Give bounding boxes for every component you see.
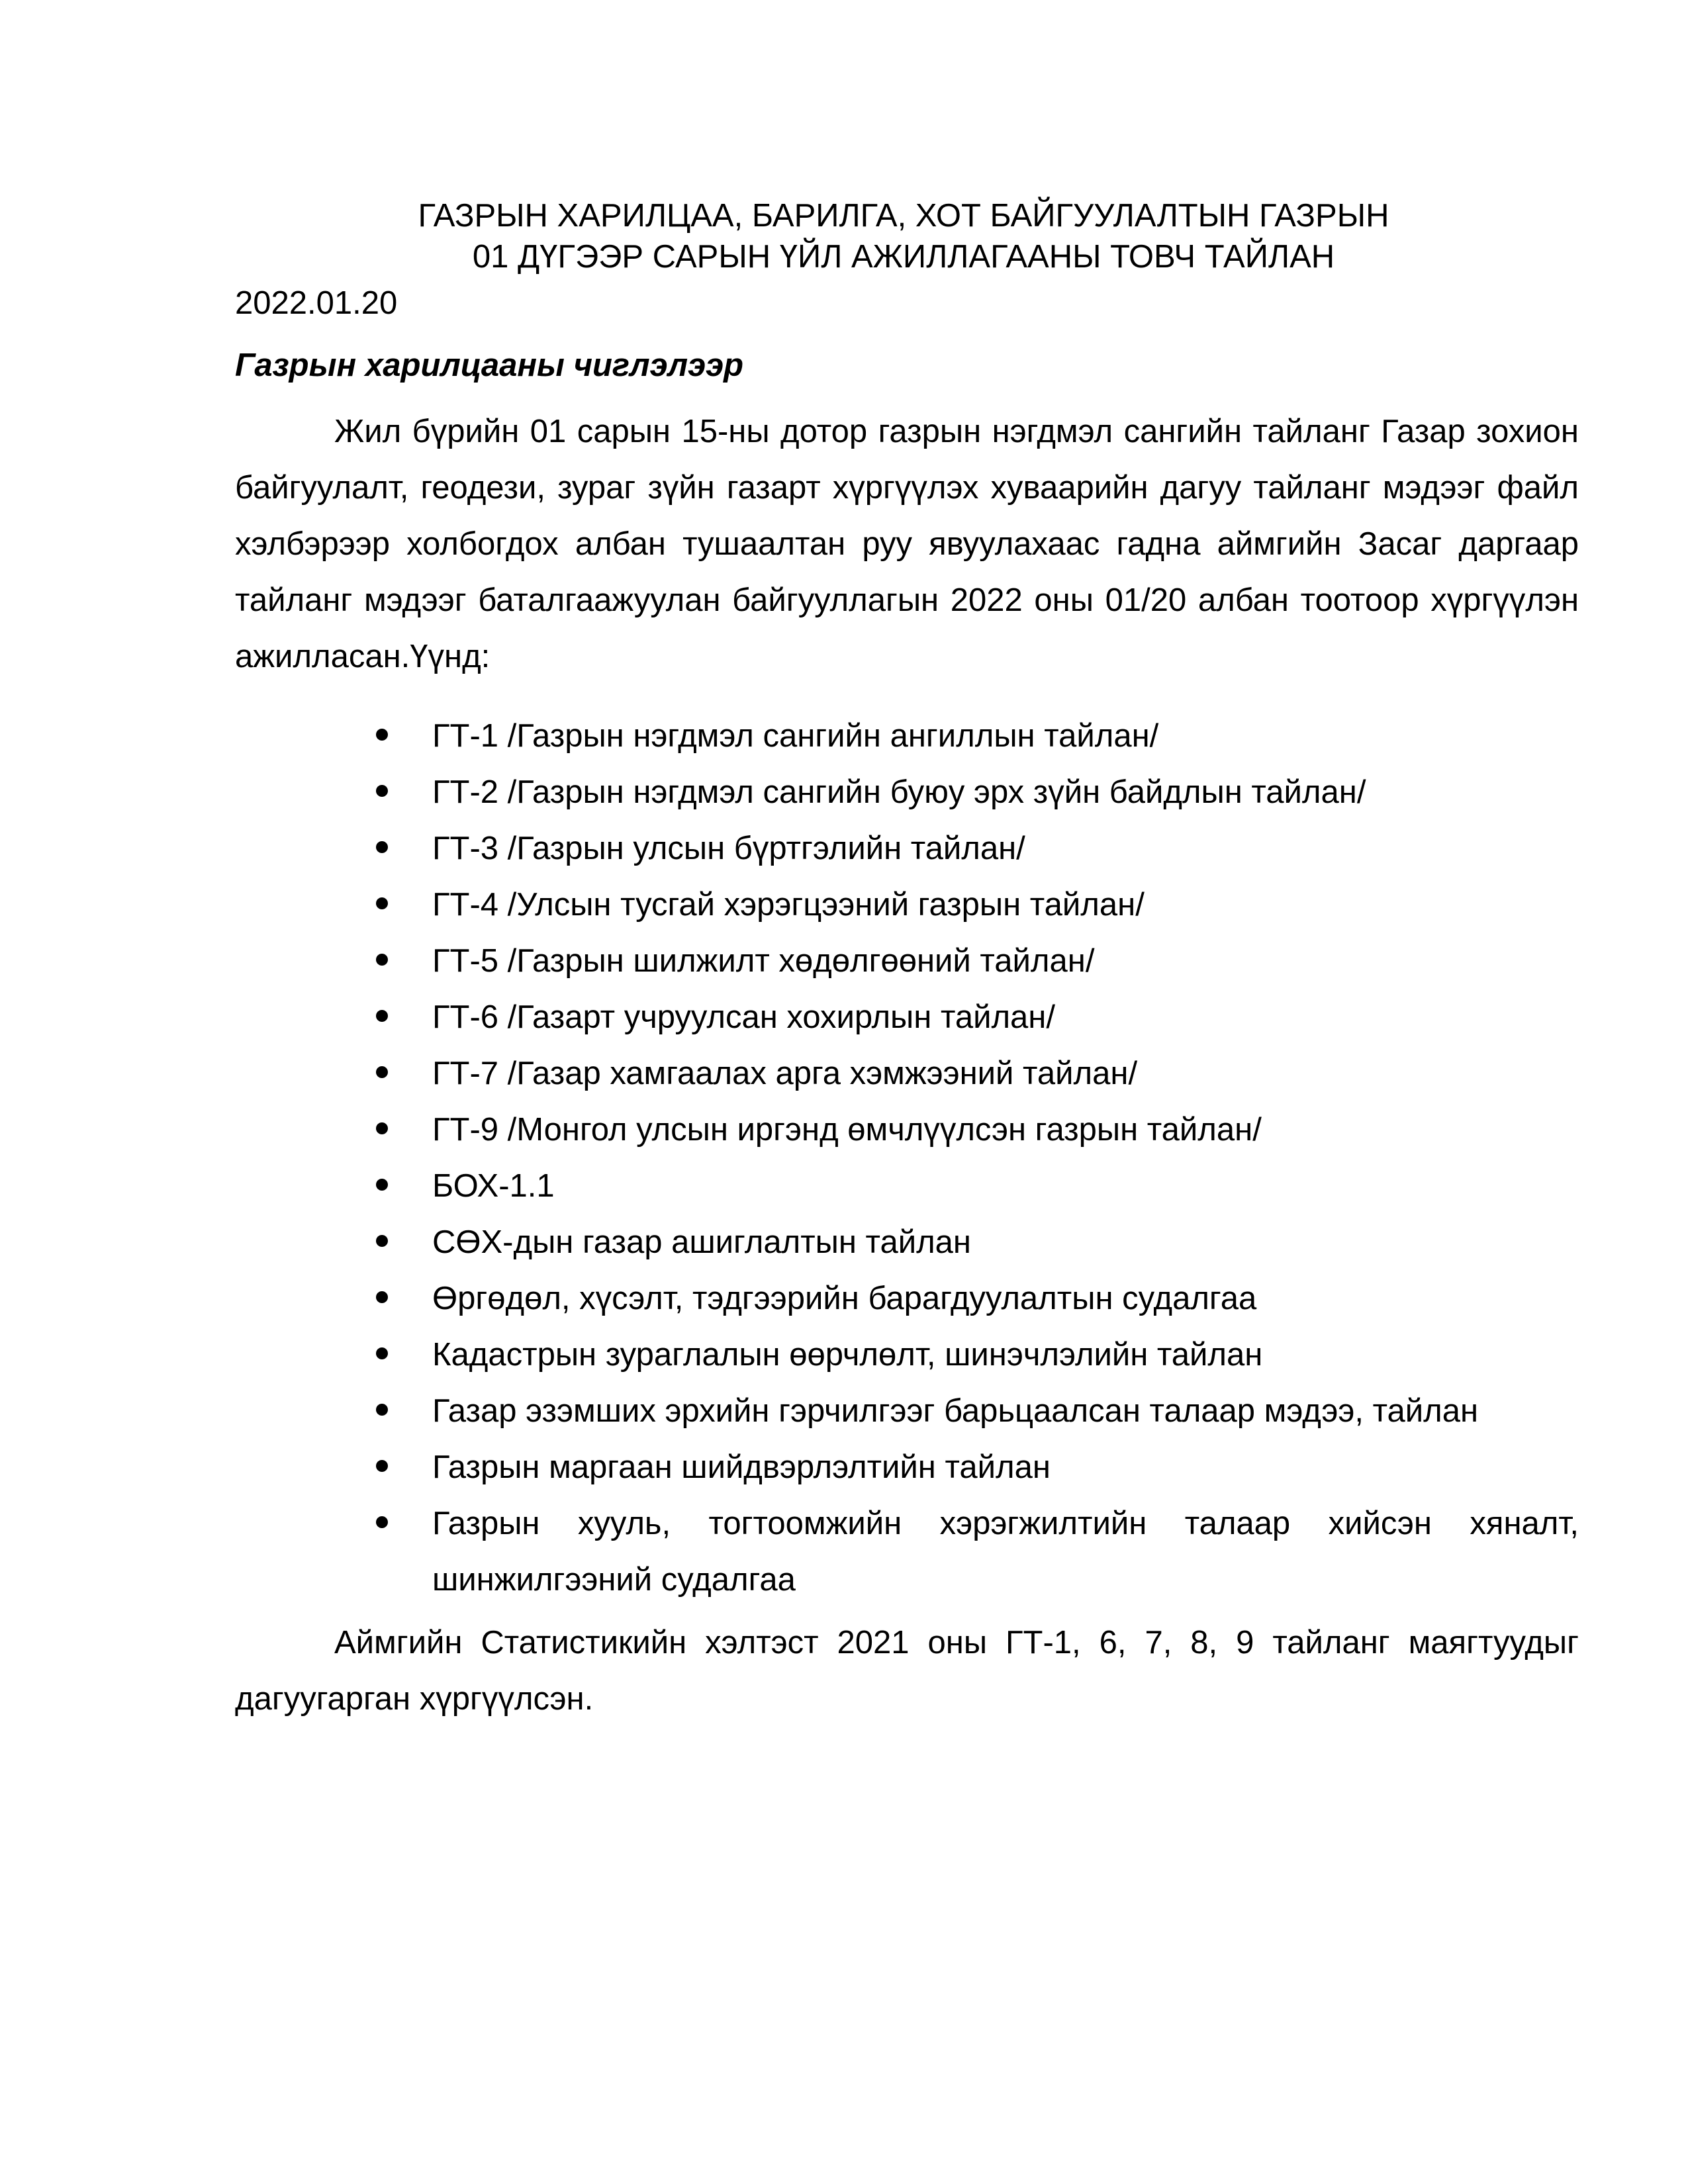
report-list: [376, 708, 1579, 1608]
list-item-text: Кадастрын зураглалын өөрчлөлт, шинэчлэлийн тайлан: [432, 1337, 1263, 1373]
document-date: 2022.01.20: [235, 285, 398, 321]
list-item-text: Газрын хууль, тогтоомжийн хэрэгжилтийн талаар хийсэн хяналт, шинжилгээний судалгаа: [432, 1506, 1579, 1598]
list-item-text: ГТ-1 /Газрын нэгдмэл сангийн ангиллын тайлан/: [432, 718, 1159, 754]
bullet-icon: [376, 1235, 388, 1247]
bullet-icon: [376, 841, 388, 853]
list-item: [376, 708, 1579, 764]
document-title-line-1: ГАЗРЫН ХАРИЛЦАА, БАРИЛГА, ХОТ БАЙГУУЛАЛТЫН ГАЗРЫН: [418, 198, 1389, 234]
bullet-icon: [376, 785, 388, 797]
bullet-icon: [376, 729, 388, 741]
list-item-text: ГТ-7 /Газар хамгаалах арга хэмжээний тайлан/: [432, 1056, 1138, 1091]
list-item-text: ГТ-4 /Улсын тусгай хэрэгцээний газрын тайлан/: [432, 887, 1145, 923]
list-item: [376, 989, 1579, 1046]
list-item-text: ГТ-9 /Монгол улсын иргэнд өмчлүүлсэн газрын тайлан/: [432, 1112, 1262, 1148]
paragraph-intro: Жил бүрийн 01 сарын 15-ны дотор газрын нэгдмэл сангийн тайланг Газар зохион байгуулалт, геодези, зураг зүйн газарт хүргүүлэх хуваарийн дагуу тайланг мэдээг файл хэлбэрээр холбогдох албан тушаалтан руу явуулахаас гадна аймгийн Засаг даргаар тайланг мэдээг баталгаажуулан байгууллагын 2022 оны 01/20 албан тоотоор хүргүүлэн ажилласан.Үүнд:: [235, 414, 1579, 674]
list-item: [376, 1439, 1579, 1496]
bullet-icon: [376, 1347, 388, 1359]
bullet-icon: [376, 1122, 388, 1134]
bullet-icon: [376, 1291, 388, 1303]
list-item: [376, 1046, 1579, 1102]
list-item: [376, 1271, 1579, 1327]
list-item-text: БОХ-1.1: [432, 1168, 555, 1204]
bullet-icon: [376, 1010, 388, 1022]
list-item-text: ГТ-5 /Газрын шилжилт хөдөлгөөний тайлан/: [432, 943, 1095, 979]
list-item: [376, 1327, 1579, 1383]
list-item: [376, 1496, 1579, 1608]
list-item-text: ГТ-6 /Газарт учруулсан хохирлын тайлан/: [432, 999, 1055, 1035]
list-item-text: ГТ-3 /Газрын улсын бүртгэлийн тайлан/: [432, 831, 1025, 866]
list-item: [376, 764, 1579, 821]
list-item: [376, 877, 1579, 933]
bullet-icon: [376, 1404, 388, 1416]
bullet-icon: [376, 1179, 388, 1191]
bullet-icon: [376, 1516, 388, 1528]
list-item: [376, 1214, 1579, 1271]
section-heading: Газрын харилцааны чиглэлээр: [235, 347, 744, 383]
list-item: [376, 1383, 1579, 1439]
paragraph-statistics: Аймгийн Статистикийн хэлтэст 2021 оны ГТ-1, 6, 7, 8, 9 тайланг маягтуудыг дагуугарган хүргүүлсэн.: [235, 1625, 1579, 1717]
bullet-icon: [376, 1066, 388, 1078]
list-item-text: СӨХ-дын газар ашиглалтын тайлан: [432, 1224, 971, 1260]
bullet-icon: [376, 954, 388, 966]
list-item-text: ГТ-2 /Газрын нэгдмэл сангийн буюу эрх зүйн байдлын тайлан/: [432, 774, 1366, 810]
list-item-text: Газар эзэмших эрхийн гэрчилгээг барьцаалсан талаар мэдээ, тайлан: [432, 1393, 1479, 1429]
list-item-text: Өргөдөл, хүсэлт, тэдгээрийн барагдуулалтын судалгаа: [432, 1281, 1257, 1316]
document-title-line-2: 01 ДҮГЭЭР САРЫН ҮЙЛ АЖИЛЛАГААНЫ ТОВЧ ТАЙЛАН: [472, 239, 1335, 275]
bullet-icon: [376, 1460, 388, 1472]
list-item: [376, 821, 1579, 877]
list-item-text: Газрын маргаан шийдвэрлэлтийн тайлан: [432, 1449, 1051, 1485]
list-item: [376, 1158, 1579, 1214]
list-item: [376, 1102, 1579, 1158]
bullet-icon: [376, 897, 388, 909]
list-item: [376, 933, 1579, 989]
